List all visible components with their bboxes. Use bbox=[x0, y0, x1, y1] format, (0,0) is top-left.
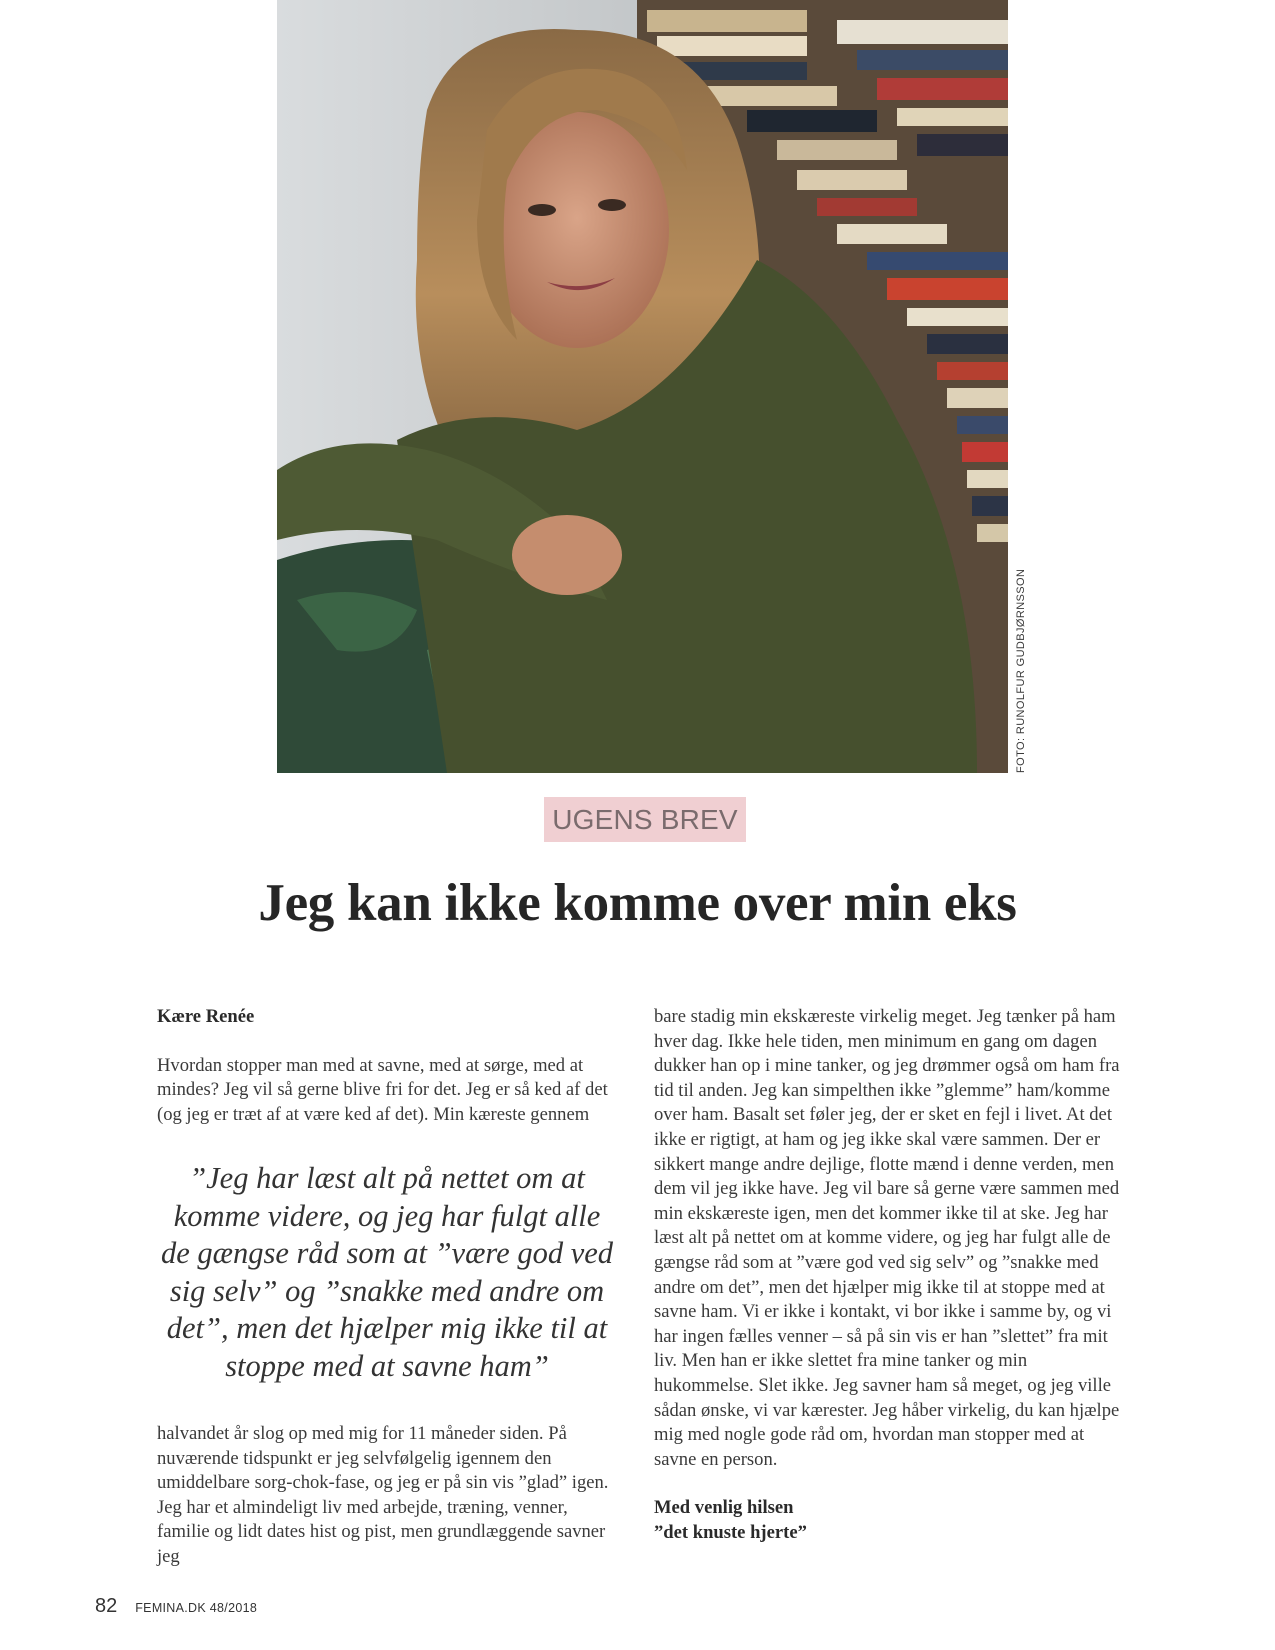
signoff bbox=[654, 1496, 1130, 1545]
section-kicker: UGENS BREV bbox=[544, 797, 746, 842]
page-number: 82 bbox=[95, 1595, 118, 1617]
article-headline: Jeg kan ikke komme over min eks bbox=[258, 874, 1017, 932]
signoff-line-2: ”det knuste hjerte” bbox=[654, 1521, 807, 1543]
left-column bbox=[157, 1005, 617, 1127]
magazine-name: FEMINA.DK bbox=[135, 1601, 207, 1615]
letter-paragraph-1: Hvordan stopper man med at savne, med at sørge, med at mindes? Jeg vil så gerne blive fri for det. Jeg er så ked af det (og jeg er træt af at være ked af det). Min kæreste gennem bbox=[157, 1054, 608, 1125]
letter-paragraph-2: halvandet år slog op med mig for 11 måneder siden. På nuværende tidspunkt er jeg selvfølgelig igennem den umiddelbare sorg-chok-fase, og jeg er på sin vis ”glad” igen. Jeg har et almindeligt liv med arbejde, træning, venner, familie og lidt dates hist og pist, men grundlæggende savner jeg bbox=[157, 1423, 609, 1567]
magazine-issue bbox=[135, 1601, 257, 1615]
right-column bbox=[654, 1005, 1130, 1545]
signoff-line-1: Med venlig hilsen bbox=[654, 1497, 794, 1519]
letter-paragraph-3: bare stadig min ekskæreste virkelig meget. Jeg tænker på ham hver dag. Ikke hele tiden, men minimum en gang om dagen dukker han op i mine tanker, og jeg drømmer også om ham fra tid til anden. Jeg kan simpelthen ikke ”glemme” ham/komme over ham. Basalt set føler jeg, der er sket en fejl i livet. At det ikke er rigtigt, at ham og jeg ikke skal være sammen. Der er sikkert mange andre dejlige, flotte mænd i denne verden, men dem vil jeg ikke have. Jeg vil bare så gerne være sammen med min ekskæreste igen, men det kommer ikke til at ske. Jeg har læst alt på nettet om at komme videre, og jeg har fulgt alle de gængse råd som at ”være god ved sig selv” og ”snakke med andre om det”, men det hjælper mig ikke til at stoppe med at savne ham. Vi er ikke i kontakt, vi bor ikke i samme by, og vi har ingen fælles venner – så på sin vis er han ”slettet” fra mit liv. Men han er ikke slettet fra mine tanker og min hukommelse. Slet ikke. Jeg savner ham så meget, og jeg ville sådan ønske, vi var kærester. Jeg håber virkelig, du kan hjælpe mig med nogle gode råd om, hvordan man stopper med at savne en person. bbox=[654, 1006, 1120, 1470]
portrait-illustration bbox=[277, 0, 1008, 773]
photo-credit: FOTO: RUNOLFUR GUDBJØRNSSON bbox=[1015, 568, 1027, 773]
portrait-photo bbox=[277, 0, 1008, 773]
page-footer bbox=[95, 1595, 257, 1621]
issue-number: 48/2018 bbox=[209, 1601, 258, 1615]
letter-greeting: Kære Renée bbox=[157, 1006, 255, 1027]
pull-quote: ”Jeg har læst alt på nettet om at komme videre, og jeg har fulgt alle de gængse råd som at ”være god ved sig selv” og ”snakke med andre om det”, men det hjælper mig ikke til at stoppe med at savne ham” bbox=[160, 1161, 614, 1383]
